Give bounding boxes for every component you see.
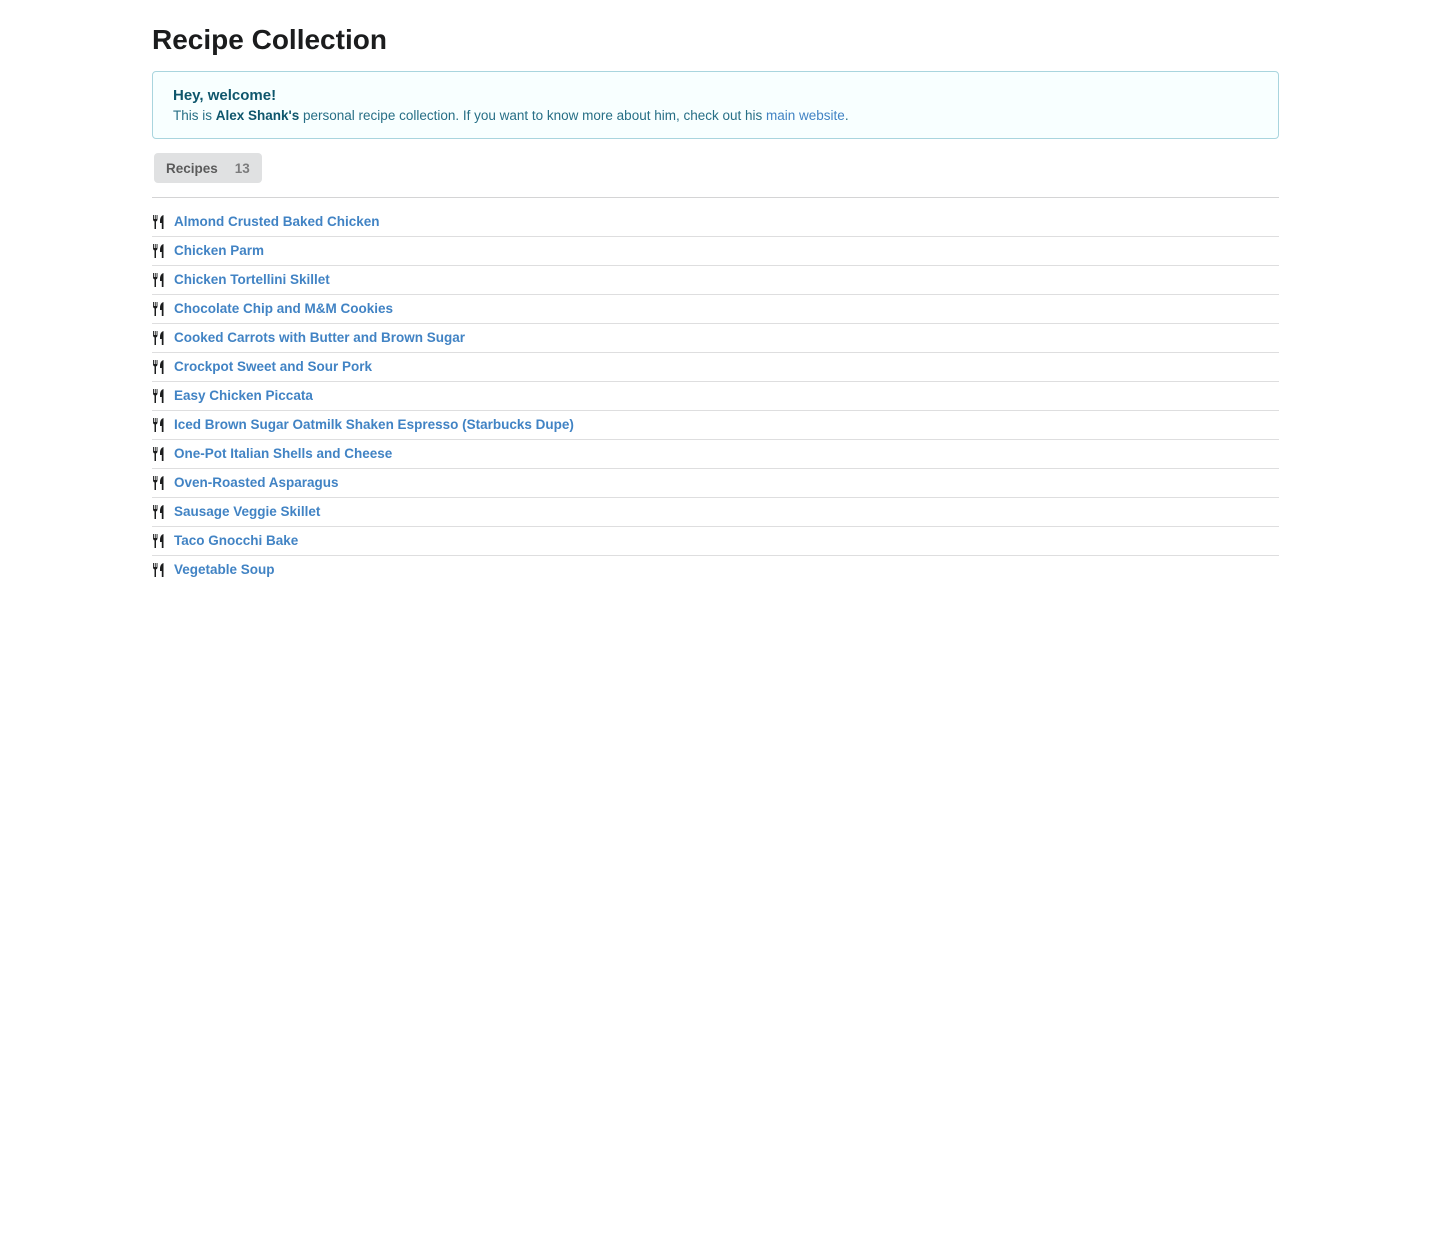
page-title: Recipe Collection: [152, 24, 387, 55]
recipe-list-item: [152, 527, 1279, 556]
recipe-list-item: [152, 469, 1279, 498]
recipe-list: [152, 208, 1279, 584]
recipe-link[interactable]: Almond Crusted Baked Chicken: [174, 214, 380, 229]
utensils-icon: [152, 302, 165, 316]
recipe-list-item: [152, 411, 1279, 440]
utensils-icon: [152, 505, 165, 519]
recipe-link[interactable]: Vegetable Soup: [174, 562, 275, 577]
tab-recipes-count: 13: [234, 160, 250, 176]
recipe-list-item: [152, 440, 1279, 469]
tab-recipes[interactable]: [154, 153, 262, 183]
utensils-icon: [152, 244, 165, 258]
recipe-link[interactable]: Taco Gnocchi Bake: [174, 533, 299, 548]
recipe-link[interactable]: Chicken Tortellini Skillet: [174, 272, 330, 287]
welcome-text-before: This is: [173, 108, 216, 123]
recipe-link[interactable]: Chicken Parm: [174, 243, 265, 258]
page-container: [152, 0, 1279, 584]
recipe-list-item: [152, 353, 1279, 382]
tab-bar: [152, 153, 1279, 198]
recipe-list-item: [152, 295, 1279, 324]
recipe-list-item: [152, 498, 1279, 527]
author-name: Alex Shank's: [215, 108, 300, 123]
welcome-text-after: .: [844, 108, 849, 123]
recipe-list-item: [152, 266, 1279, 295]
welcome-text-middle: personal recipe collection. If you want to know more about him, check out his: [299, 108, 767, 123]
utensils-icon: [152, 331, 165, 345]
recipe-list-item: [152, 382, 1279, 411]
recipe-link[interactable]: Sausage Veggie Skillet: [174, 504, 321, 519]
recipe-link[interactable]: Easy Chicken Piccata: [174, 388, 313, 403]
recipe-link[interactable]: One-Pot Italian Shells and Cheese: [174, 446, 393, 461]
utensils-icon: [152, 447, 165, 461]
recipe-list-item: [152, 556, 1279, 584]
utensils-icon: [152, 360, 165, 374]
recipe-list-item: [152, 324, 1279, 353]
recipe-link[interactable]: Crockpot Sweet and Sour Pork: [174, 359, 373, 374]
utensils-icon: [152, 215, 165, 229]
recipe-list-item: [152, 237, 1279, 266]
welcome-message: [152, 71, 1279, 139]
main-website-link[interactable]: main website: [766, 108, 845, 123]
utensils-icon: [152, 389, 165, 403]
recipe-link[interactable]: Iced Brown Sugar Oatmilk Shaken Espresso (Starbucks Dupe): [174, 417, 574, 432]
utensils-icon: [152, 273, 165, 287]
utensils-icon: [152, 476, 165, 490]
tab-recipes-label: Recipes: [166, 160, 218, 176]
recipe-link[interactable]: Chocolate Chip and M&M Cookies: [174, 301, 394, 316]
welcome-header: Hey, welcome!: [173, 87, 277, 104]
utensils-icon: [152, 418, 165, 432]
utensils-icon: [152, 563, 165, 577]
utensils-icon: [152, 534, 165, 548]
recipe-list-item: [152, 208, 1279, 237]
recipe-link[interactable]: Cooked Carrots with Butter and Brown Sugar: [174, 330, 466, 345]
welcome-text: [173, 106, 1258, 126]
recipe-link[interactable]: Oven-Roasted Asparagus: [174, 475, 339, 490]
